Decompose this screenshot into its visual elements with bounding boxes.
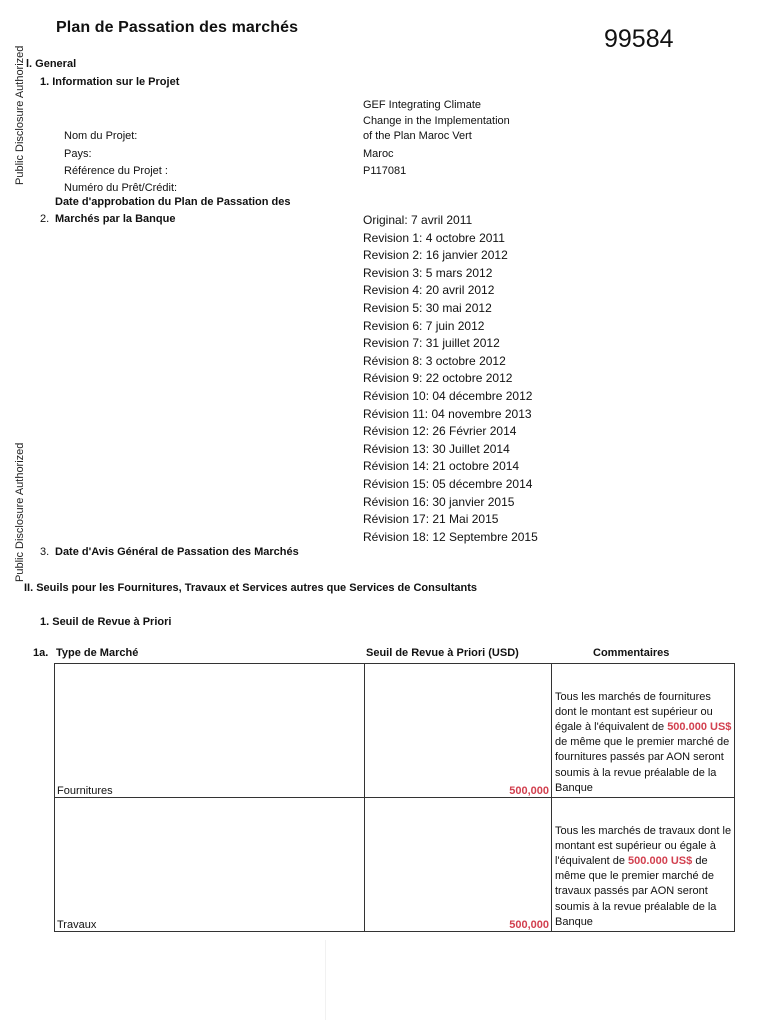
- revision-item: Révision 10: 04 décembre 2012: [363, 388, 533, 403]
- item-2-heading-line2: Marchés par la Banque: [55, 213, 176, 225]
- table-header-threshold: Seuil de Revue à Priori (USD): [366, 647, 519, 659]
- revision-item: Révision 9: 22 octobre 2012: [363, 371, 513, 386]
- item-2-number: 2.: [40, 213, 50, 225]
- threshold-table: [54, 663, 735, 932]
- disclosure-label-bottom: Public Disclosure Authorized: [14, 442, 26, 582]
- section-2-item-1: 1. Seuil de Revue à Priori: [40, 616, 172, 628]
- scan-artifact-line: [325, 940, 326, 1020]
- table-row: [55, 664, 735, 798]
- revision-item: Revision 6: 7 juin 2012: [363, 318, 485, 333]
- revision-item: Revision 7: 31 juillet 2012: [363, 336, 500, 351]
- table-cell-threshold: 500,000: [365, 798, 552, 932]
- item-2-heading-line1: Date d'approbation du Plan de Passation des: [55, 196, 291, 208]
- revision-item: Revision 4: 20 avril 2012: [363, 283, 495, 298]
- item-3-number: 3.: [40, 546, 50, 558]
- label-country: Pays:: [64, 148, 92, 160]
- revision-item: Révision 18: 12 Septembre 2015: [363, 529, 538, 544]
- comment-amount: 500.000 US$: [667, 720, 732, 733]
- revision-item: Révision 12: 26 Février 2014: [363, 424, 517, 439]
- label-project-ref: Référence du Projet :: [64, 165, 168, 177]
- revision-item: Révision 17: 21 Mai 2015: [363, 512, 499, 527]
- table-header-comments: Commentaires: [593, 647, 670, 659]
- comment-text: de même que le premier marché de travaux passés par AON seront soumis à la revue préalable de la Banque: [555, 854, 717, 928]
- revision-list: [363, 212, 663, 546]
- table-cell-threshold: 500,000: [365, 664, 552, 798]
- revision-item: Révision 15: 05 décembre 2014: [363, 476, 533, 491]
- revision-item: Revision 3: 5 mars 2012: [363, 265, 493, 280]
- revision-item: Révision 11: 04 novembre 2013: [363, 406, 532, 421]
- value-project-ref: P117081: [363, 165, 407, 177]
- revision-item: Original: 7 avril 2011: [363, 213, 473, 227]
- table-row: [55, 798, 735, 932]
- revision-item: Revision 2: 16 janvier 2012: [363, 248, 508, 263]
- table-cell-comment: [552, 664, 735, 798]
- document-number: 99584: [604, 25, 674, 53]
- project-name-value: GEF Integrating Climate Change in the Implementation of the Plan Maroc Vert: [363, 99, 510, 142]
- disclosure-label-top: Public Disclosure Authorized: [14, 45, 26, 185]
- page-title: Plan de Passation des marchés: [56, 19, 299, 36]
- comment-text: de même que le premier marché de fournitures passés par AON seront soumis à la revue préalable de la Banque: [555, 736, 730, 794]
- revision-item: Révision 13: 30 Juillet 2014: [363, 441, 510, 456]
- table-header-type: Type de Marché: [56, 647, 139, 659]
- section-2-heading: II. Seuils pour les Fournitures, Travaux et Services autres que Services de Consultants: [24, 582, 477, 594]
- comment-text: Tous les marchés de travaux dont le montant est supérieur ou égale à l'équivalent de: [555, 824, 732, 867]
- item-1-heading: 1. Information sur le Projet: [40, 76, 180, 88]
- revision-item: Révision 16: 30 janvier 2015: [363, 494, 515, 509]
- item-3-heading: Date d'Avis Général de Passation des Marchés: [55, 546, 299, 558]
- revision-item: Révision 8: 3 octobre 2012: [363, 353, 506, 368]
- label-loan-number: Numéro du Prêt/Crédit:: [64, 182, 178, 194]
- value-country: Maroc: [363, 148, 394, 160]
- comment-text: Tous les marchés de fournitures dont le montant est supérieur ou égale à l'équivalent de: [555, 690, 713, 733]
- label-project-name: Nom du Projet:: [64, 130, 138, 142]
- comment-amount: 500.000 US$: [628, 854, 693, 867]
- table-cell-type: Fournitures: [55, 664, 365, 798]
- revision-item: Revision 1: 4 octobre 2011: [363, 230, 505, 245]
- revision-item: Révision 14: 21 octobre 2014: [363, 459, 520, 474]
- section-1-heading: l. General: [26, 58, 77, 70]
- table-cell-comment: [552, 798, 735, 932]
- table-cell-type: Travaux: [55, 798, 365, 932]
- table-row-label: 1a.: [33, 647, 49, 659]
- revision-item: Revision 5: 30 mai 2012: [363, 300, 492, 315]
